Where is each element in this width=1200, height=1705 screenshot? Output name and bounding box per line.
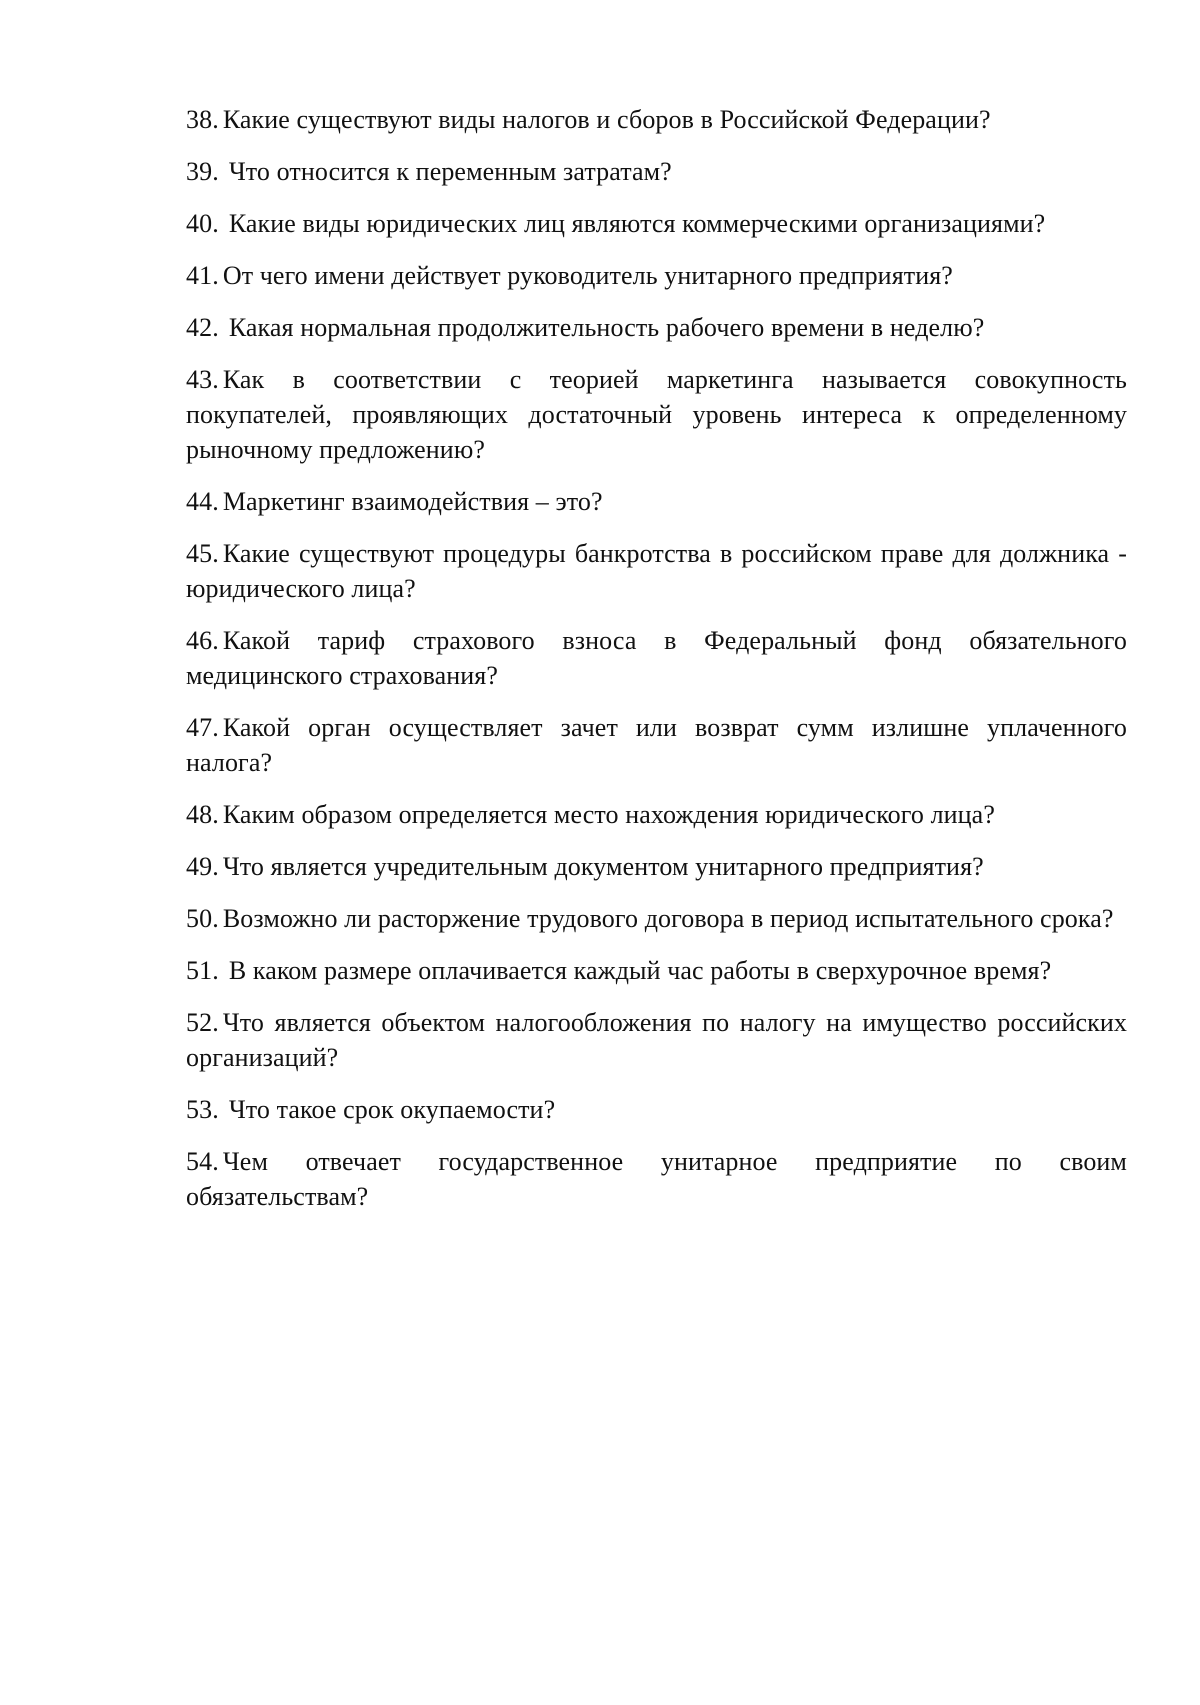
question-item <box>186 623 1127 693</box>
question-text: От чего имени действует руководитель унитарного предприятия? <box>222 261 953 290</box>
question-item <box>186 797 1127 832</box>
question-number: 49. <box>186 852 219 881</box>
question-item <box>186 1005 1127 1075</box>
question-number: 45. <box>186 539 219 568</box>
question-item <box>186 362 1127 467</box>
question-item <box>186 310 1127 345</box>
question-text: Какой орган осуществляет зачет или возврат сумм излишне уплаченного налога? <box>186 713 1127 777</box>
question-item <box>186 953 1127 988</box>
question-number: 52. <box>186 1008 219 1037</box>
question-item <box>186 849 1127 884</box>
question-item <box>186 258 1127 293</box>
question-item <box>186 536 1127 606</box>
question-text: Возможно ли расторжение трудового договора в период испытательного срока? <box>222 904 1114 933</box>
question-item <box>186 1144 1127 1214</box>
question-number: 39. <box>186 157 219 186</box>
question-item <box>186 710 1127 780</box>
question-text: Каким образом определяется место нахождения юридического лица? <box>222 800 995 829</box>
question-text: Что такое срок окупаемости? <box>228 1095 556 1124</box>
question-number: 41. <box>186 261 219 290</box>
question-text: Какая нормальная продолжительность рабочего времени в неделю? <box>228 313 985 342</box>
question-number: 44. <box>186 487 219 516</box>
question-item <box>186 1092 1127 1127</box>
question-number: 53. <box>186 1095 219 1124</box>
question-number: 54. <box>186 1147 219 1176</box>
question-number: 51. <box>186 956 219 985</box>
question-number: 48. <box>186 800 219 829</box>
question-item <box>186 154 1127 189</box>
question-number: 47. <box>186 713 219 742</box>
question-item <box>186 901 1127 936</box>
question-text: Что является учредительным документом унитарного предприятия? <box>222 852 984 881</box>
question-text: Что относится к переменным затратам? <box>228 157 672 186</box>
question-number: 43. <box>186 365 219 394</box>
question-text: Какие существуют виды налогов и сборов в Российской Федерации? <box>222 105 991 134</box>
question-number: 50. <box>186 904 219 933</box>
question-text: Как в соответствии с теорией маркетинга называется совокупность покупателей, проявляющих достаточный уровень интереса к определенному рыночному предложению? <box>186 365 1127 464</box>
question-item <box>186 102 1127 137</box>
question-text: Какие виды юридических лиц являются коммерческими организациями? <box>228 209 1046 238</box>
question-number: 38. <box>186 105 219 134</box>
question-text: Чем отвечает государственное унитарное предприятие по своим обязательствам? <box>186 1147 1127 1211</box>
question-number: 40. <box>186 209 219 238</box>
question-item <box>186 206 1127 241</box>
question-number: 46. <box>186 626 219 655</box>
question-text: Что является объектом налогообложения по налогу на имущество российских организаций? <box>186 1008 1127 1072</box>
question-text: Какие существуют процедуры банкротства в российском праве для должника - юридического лица? <box>186 539 1127 603</box>
question-text: Маркетинг взаимодействия – это? <box>222 487 603 516</box>
question-number: 42. <box>186 313 219 342</box>
question-text: Какой тариф страхового взноса в Федеральный фонд обязательного медицинского страхования? <box>186 626 1127 690</box>
question-item <box>186 484 1127 519</box>
question-list <box>186 102 1127 1231</box>
question-text: В каком размере оплачивается каждый час работы в сверхурочное время? <box>228 956 1052 985</box>
